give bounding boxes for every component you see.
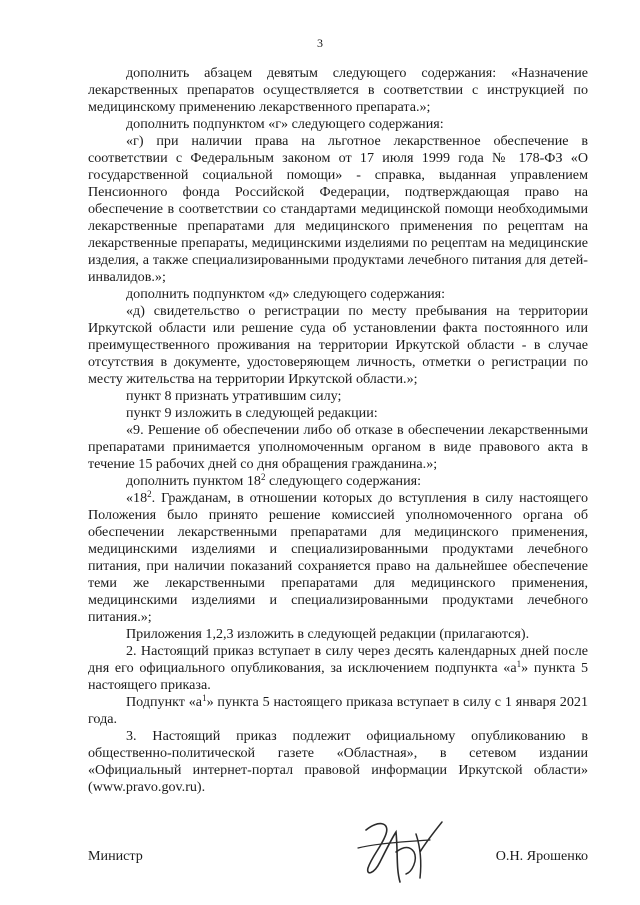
paragraph	[88, 643, 588, 694]
paragraph	[88, 405, 588, 422]
paragraph	[88, 422, 588, 473]
paragraph-text: «г) при наличии права на льготное лекарственное обеспечение в соответствии с Федеральным законом от 17 июля 1999 года № 178-ФЗ «О государственной социальной помощи» - справка, выданная управлением Пенсионного фонда Российской Федерации, подтверждающая право на обеспечение в соответствии со стандартами медицинской помощи необходимыми лекарственные препаратами для медицинского применения по рецептам на лекарственные препараты, медицинскими изделиями по рецептам на медицинские изделия, а также специализированными продуктами лечебного питания для детей-инвалидов.»;	[88, 133, 588, 285]
paragraph-text: «18	[126, 490, 148, 506]
paragraph-text: Приложения 1,2,3 изложить в следующей редакции (прилагаются).	[126, 626, 530, 642]
paragraph	[88, 728, 588, 796]
superscript: 1	[516, 659, 522, 669]
paragraph-text: » пункта 5 настоящего приказа.	[88, 660, 588, 693]
paragraph	[88, 116, 588, 133]
paragraph	[88, 133, 588, 286]
signer-title: Министр	[88, 848, 143, 864]
handwritten-signature	[338, 812, 458, 892]
paragraph	[88, 473, 588, 490]
paragraph-text: пункт 8 признать утратившим силу;	[126, 388, 342, 404]
paragraph-text: 3. Настоящий приказ подлежит официальному опубликованию в общественно-политической газете «Областная», в сетевом издании «Официальный интернет-портал правовой информации Иркутской области» (www.pravo.gov.ru).	[88, 728, 588, 795]
paragraph-text: » пункта 5 настоящего приказа вступает в силу с 1 января 2021 года.	[88, 694, 588, 727]
signer-name: О.Н. Ярошенко	[495, 848, 588, 864]
paragraph	[88, 388, 588, 405]
paragraph-text: дополнить абзацем девятым следующего содержания: «Назначение лекарственных препаратов осуществляется в соответствии с инструкцией по медицинскому применению лекарственного препарата.»;	[88, 65, 588, 115]
paragraph-text: пункт 9 изложить в следующей редакции:	[126, 405, 378, 421]
paragraph	[88, 490, 588, 626]
paragraph-text: дополнить подпунктом «д» следующего содержания:	[126, 286, 446, 302]
signature-block	[88, 830, 588, 890]
paragraph-text: 2. Настоящий приказ вступает в силу через десять календарных дней после дня его официального опубликования, за исключением подпункта «а	[88, 643, 588, 676]
paragraph-text: . Гражданам, в отношении которых до вступления в силу настоящего Положения было принято решение комиссией уполномоченного органа об обеспечении лекарственными препаратами для медицинского применения, медицинскими изделиями и специализированными продуктами лечебного питания, при наличии показаний сохраняется право на дальнейшее обеспечение теми же лекарственными препаратами для медицинского применения, медицинскими изделиями и специализированными продуктами лечебного питания.»;	[88, 490, 588, 625]
superscript: 2	[260, 472, 266, 482]
paragraph	[88, 694, 588, 728]
superscript: 1	[202, 693, 207, 703]
superscript: 2	[147, 489, 152, 499]
paragraph-text: «д) свидетельство о регистрации по месту пребывания на территории Иркутской области или решение суда об установлении факта постоянного или преимущественного проживания на территории Иркутской области - в случае отсутствия в документе, удостоверяющем личность, отметки о регистрации по месту жительства на территории Иркутской области.»;	[88, 303, 588, 387]
page-number: 3	[317, 36, 323, 50]
paragraph-text: дополнить подпунктом «г» следующего содержания:	[126, 116, 444, 132]
paragraph	[88, 286, 588, 303]
paragraph	[88, 65, 588, 116]
paragraph-text: Подпункт «а	[126, 694, 203, 710]
paragraph-text: дополнить пунктом 18	[126, 473, 261, 489]
paragraph-text: «9. Решение об обеспечении либо об отказе в обеспечении лекарственными препаратами принимается уполномоченным органом в виде правового акта в течение 15 рабочих дней со дня обращения гражданина.»;	[88, 422, 588, 472]
document-body	[88, 65, 588, 796]
paragraph-text: следующего содержания:	[265, 473, 422, 489]
paragraph	[88, 626, 588, 643]
paragraph	[88, 303, 588, 388]
